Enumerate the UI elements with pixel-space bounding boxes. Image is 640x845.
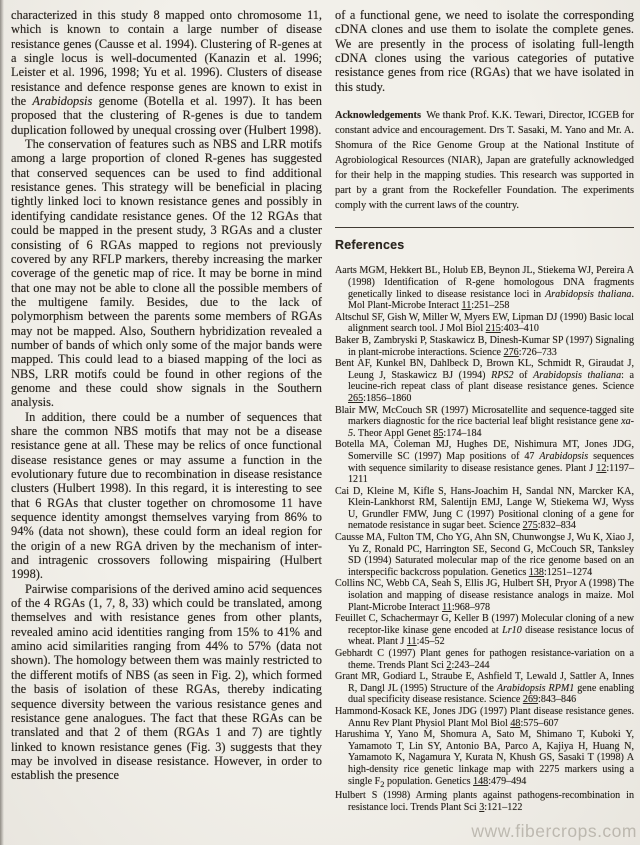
references-list bbox=[335, 265, 634, 813]
reference-entry: Blair MW, McCouch SR (1997) Microsatellite and sequence-tagged site markers diagnostic for the rice bacterial leaf blight resistance gene xa-5. Theor Appl Genet 85:174–184 bbox=[335, 404, 634, 439]
reference-entry: Aarts MGM, Hekkert BL, Holub EB, Beynon JL, Stiekema WJ, Pereira A (1998) Identification of R-gene homologous DNA fragments genetically linked to disease resistance loci in Arabidopsis thaliana. Mol Plant-Microbe Interact 11:251–258 bbox=[335, 265, 635, 312]
references-heading: References bbox=[335, 238, 405, 253]
acknowledgements: Acknowledgements We thank Prof. K.K. Tewari, Director, ICGEB for constant advice and encouragement. Drs T. Sasaki, M. Yano and Mr. A. Shomura of the Rice Genome Group at the National Institute of Agrobiological Resources (NIAR), Japan are gratefully acknowledged for their help in the mapping studies. This research was supported in part by a grant from the Rockefeller Foundation. The experiments comply with the current laws of the country. bbox=[335, 110, 634, 211]
reference-entry: Botella MA, Coleman MJ, Hughes DE, Nishimura MT, Jones JDG, Somerville SC (1997) Map positions of 47 Arabidopsis sequences with sequence similarity to disease resistance genes. Plant J 12:1197–1211 bbox=[335, 439, 634, 486]
body-paragraph: In addition, there could be a number of sequences that share the common NBS motifs that may not be a disease resistance gene at all. These may be relics of once functional disease resistance genes or may assume a function in the evolutionary future due to recombination in disease resistance clusters (Hulbert 1998). In this regard, it is interesting to see that 6 RGAs that cluster together on chromosome 11 have sequence identity amongst themselves varying from 86% to 94% (data not shown), these could form an ideal region for the origin of a new RGA driven by the mechanism of inter- and intragenic crossovers following mispairing (Hulbert 1998). bbox=[11, 409, 322, 582]
left-column bbox=[11, 8, 322, 845]
reference-entry: Hammond-Kosack KE, Jones JDG (1997) Plant disease resistance genes. Annu Rev Plant Physiol Plant Mol Biol 48:575–607 bbox=[335, 705, 634, 729]
body-paragraph: The conservation of features such as NBS and LRR motifs among a large proportion of cloned R-genes has suggested that conserved sequences can be used to find additional resistance genes. This strategy will be beneficial in placing tightly linked loci to known resistance genes and possibly in identifying candidate resistance genes. Of the 12 RGAs that could be mapped in the present study, 3 RGAs and a cluster consisting of 6 RGAs mapped to regions not previously covered by any RFLP markers, thereby increasing the marker coverage of the genetic map of rice. It may be borne in mind that one may not be able to clone all the possible members of the multigene family. Besides, due to the lack of polymorphism between the parents some members of RGAs may not be mapped. Also, Southern hybridization revealed a number of bands of which only some of the major bands were mapped. This could lead to a biased mapping of the loci as NBS, LRR motifs could be found in other regions of the genome and these could show signals in the Southern analysis. bbox=[11, 137, 322, 410]
reference-entry: Bent AF, Kunkel BN, Dahlbeck D, Brown KL, Schmidt R, Giraudat J, Leung J, Staskawicz BJ (1994) RPS2 of Arabidopsis thaliana: a leucine-rich repeat class of plant disease resistance genes. Science 265:1856–1860 bbox=[335, 358, 634, 404]
reference-entry: Grant MR, Godiard L, Straube E, Ashfield T, Lewald J, Sattler A, Innes R, Dangl JL (1995) Structure of the Arabidopsis RPM1 gene enabling dual specificity disease resistance. Science 269:843–846 bbox=[335, 671, 634, 706]
reference-entry: Hulbert S (1998) Arming plants against pathogens-recombination in resistance loci. Trends Plant Sci 3:121–122 bbox=[335, 790, 634, 813]
reference-entry: Gebhardt C (1997) Plant genes for pathogen resistance-variation on a theme. Trends Plant Sci 2:243–244 bbox=[335, 648, 634, 671]
reference-entry: Harushima Y, Yano M, Shomura A, Sato M, Shimano T, Kuboki Y, Yamamoto T, Lin SY, Antonio BA, Parco A, Kajiya H, Huang N, Yamamoto K, Nagamura Y, Kurata N, Khush GS, Sasaki T (1998) A high-density rice genetic linkage map with 2275 markers using a single $F_2$ population. Genetics 148:479–494 bbox=[335, 729, 634, 789]
watermark: www.fibercrops.com bbox=[471, 821, 637, 841]
body-paragraph: characterized in this study 8 mapped onto chromosome 11, which is known to contain a large number of disease resistance genes (Causse et al. 1994). Clustering of R-genes at a single locus is well-documented (Kanazin et al. 1996; Leister et al. 1996, 1998; Yu et al. 1996). Clusters of disease resistance and defence response genes are known to exist in the Arabidopsis genome (Botella et al. 1997). It has been proposed that the clustering of R-genes is due to tandem duplication followed by unequal crossing over (Hulbert 1998). bbox=[11, 8, 322, 137]
right-column bbox=[335, 8, 634, 845]
reference-entry: Cai D, Kleine M, Kifle S, Hans-Joachim H, Sandal NN, Marcker KA, Klein-Lankhorst RM, Salentijn EMJ, Lange W, Stiekema WJ, Wyss U, Grundler FMW, Jung C (1997) Positional cloning of a gene for nematode resistance in sugar beet. Science 275:832–834 bbox=[335, 485, 634, 532]
reference-entry: Causse MA, Fulton TM, Cho YG, Ahn SN, Chunwongse J, Wu K, Xiao J, Yu Z, Ronald PC, Harrington SE, Second G, McCouch SR, Tanksley SD (1994) Saturated molecular map of the rice genome based on an interspecific backcross population. Genetics 138:1251–1274 bbox=[335, 532, 634, 578]
reference-entry: Baker B, Zambryski P, Staskawicz B, Dinesh-Kumar SP (1997) Signaling in plant-microbe interactions. Science 276:726–733 bbox=[335, 334, 634, 358]
reference-entry: Altschul SF, Gish W, Miller W, Myers EW, Lipman DJ (1990) Basic local alignment search tool. J Mol Biol 215:403–410 bbox=[335, 311, 634, 335]
reference-entry: Collins NC, Webb CA, Seah S, Ellis JG, Hulbert SH, Pryor A (1998) The isolation and mapping of disease resistance analogs in maize. Mol Plant-Microbe Interact 11:968–978 bbox=[335, 578, 634, 613]
section-divider bbox=[335, 227, 634, 228]
reference-entry: Feuillet C, Schachermayr G, Keller B (1997) Molecular cloning of a new receptor-like kinase gene encoded at Lr10 disease resistance locus of wheat. Plant J 11:45–52 bbox=[335, 613, 634, 648]
body-paragraph: Pairwise comparisions of the derived amino acid sequences of the 4 RGAs (1, 7, 8, 33) which could be translated, among themselves and with resistance genes from other plants, revealed amino acid identities ranging from 15% to 41% and amino acid similarities ranging from 44% to 57% (data not shown). The homology between them was mainly restricted to the different motifs of NBS (as seen in Fig. 2), which formed the basis of isolation of these RGAs, thereby indicating sequence diversity between the various resistance genes and resistance gene analogues. The fact that these RGAs can be translated and that 2 of them (RGAs 1 and 7) are tightly linked to known resistance genes (Fig. 3) suggests that they may be involved in disease resistance. However, in order to establish the presence bbox=[11, 581, 322, 783]
body-paragraph: of a functional gene, we need to isolate the corresponding cDNA clones and use them to isolate the complete genes. We are presently in the process of isolating full-length cDNA clones using the various categories of putative resistance genes from rice (RGAs) that we have isolated in this study. bbox=[335, 8, 634, 94]
